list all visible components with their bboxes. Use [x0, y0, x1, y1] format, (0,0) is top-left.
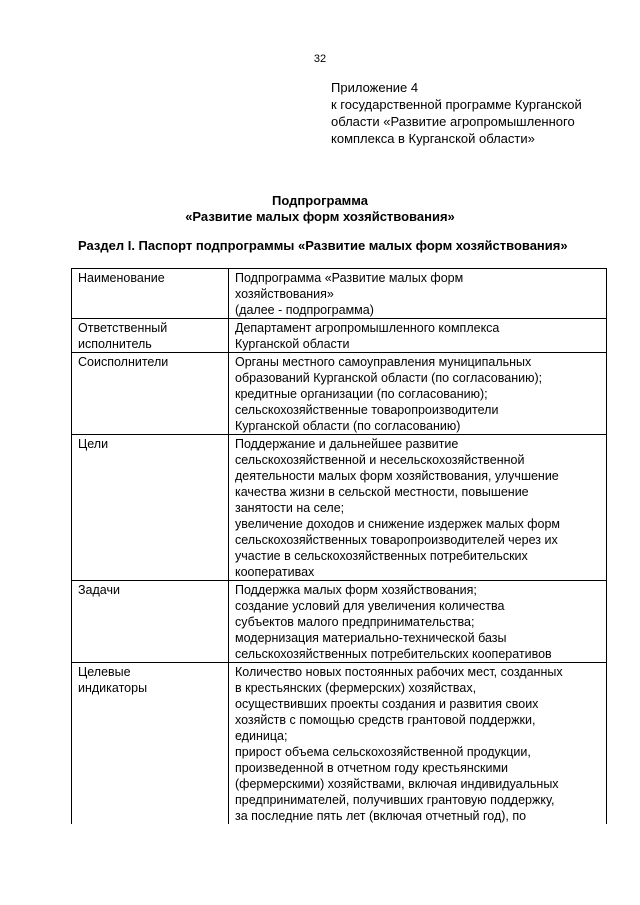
row-value-line: произведенной в отчетном году крестьянскими [235, 761, 509, 775]
row-value-line: субъектов малого предпринимательства; [235, 615, 475, 629]
appendix-note [331, 79, 621, 147]
row-value-line: участие в сельскохозяйственных потребительских [235, 549, 528, 563]
row-value-line: (далее - подпрограмма) [235, 303, 374, 317]
table-row [72, 269, 607, 319]
row-value-line: Органы местного самоуправления муниципальных [235, 355, 532, 369]
table-row [72, 353, 607, 435]
row-label: Цели [78, 437, 109, 451]
passport-table [71, 268, 607, 824]
row-value-line: кредитные организации (по согласованию); [235, 387, 488, 401]
row-label: Целевые [78, 665, 131, 679]
table-row [72, 319, 607, 353]
row-value-line: хозяйств с помощью средств грантовой поддержки, [235, 713, 536, 727]
row-value-cell [229, 353, 607, 435]
row-value-line: кооперативах [235, 565, 315, 579]
table-row [72, 663, 607, 825]
subprogram-label: Подпрограмма [272, 193, 368, 208]
row-value-line: образований Курганской области (по согласованию); [235, 371, 543, 385]
row-value-line: в крестьянских (фермерских) хозяйствах, [235, 681, 477, 695]
row-label-cell [72, 435, 229, 581]
row-value-line: Департамент агропромышленного комплекса [235, 321, 500, 335]
row-value-line: качества жизни в сельской местности, повышение [235, 485, 529, 499]
row-value-line: Поддержка малых форм хозяйствования; [235, 583, 477, 597]
row-value-line: Курганской области (по согласованию) [235, 419, 461, 433]
row-value-line: хозяйствования» [235, 287, 334, 301]
row-value-line: прирост объема сельскохозяйственной продукции, [235, 745, 531, 759]
row-label: индикаторы [78, 681, 148, 695]
row-value-line: за последние пять лет (включая отчетный год), по [235, 809, 527, 823]
row-value-line: увеличение доходов и снижение издержек малых форм [235, 517, 561, 531]
row-label-cell [72, 353, 229, 435]
row-value-line: сельскохозяйственных потребительских кооперативов [235, 647, 552, 661]
row-value-line: сельскохозяйственные товаропроизводители [235, 403, 499, 417]
row-value-cell [229, 663, 607, 825]
row-value-line: Количество новых постоянных рабочих мест, созданных [235, 665, 563, 679]
row-label: Соисполнители [78, 355, 169, 369]
row-label-cell [72, 581, 229, 663]
appendix-line: к государственной программе Курганской [331, 97, 582, 112]
row-value-line: Подпрограмма «Развитие малых форм [235, 271, 464, 285]
page-number: 32 [313, 53, 327, 65]
row-value-line: создание условий для увеличения количества [235, 599, 505, 613]
row-value-line: Поддержание и дальнейшее развитие [235, 437, 459, 451]
row-value-line: сельскохозяйственной и несельскохозяйственной [235, 453, 525, 467]
row-label: Задачи [78, 583, 120, 597]
row-value-line: осуществивших проекты создания и развития своих [235, 697, 539, 711]
row-value-line: (фермерскими) хозяйствами, включая индивидуальных [235, 777, 559, 791]
row-value-line: сельскохозяйственных товаропроизводителей через их [235, 533, 558, 547]
row-value-line: предпринимателей, получивших грантовую поддержку, [235, 793, 555, 807]
row-value-cell [229, 581, 607, 663]
appendix-line: комплекса в Курганской области» [331, 131, 535, 146]
row-value-line: модернизация материально-технической базы [235, 631, 507, 645]
row-value-line: Курганской области [235, 337, 350, 351]
row-label-cell [72, 319, 229, 353]
row-value-cell [229, 319, 607, 353]
subprogram-title: «Развитие малых форм хозяйствования» [185, 209, 455, 224]
row-label-cell [72, 663, 229, 825]
row-value-line: деятельности малых форм хозяйствования, улучшение [235, 469, 559, 483]
table-row [72, 581, 607, 663]
row-label: исполнитель [78, 337, 152, 351]
row-label: Наименование [78, 271, 165, 285]
row-value-line: занятости на селе; [235, 501, 345, 515]
row-value-cell [229, 269, 607, 319]
appendix-line: области «Развитие агропромышленного [331, 114, 575, 129]
row-value-cell [229, 435, 607, 581]
section-heading: Раздел I. Паспорт подпрограммы «Развитие малых форм хозяйствования» [78, 238, 568, 253]
row-value-line: единица; [235, 729, 288, 743]
row-label-cell [72, 269, 229, 319]
table-row [72, 435, 607, 581]
appendix-line: Приложение 4 [331, 80, 419, 95]
row-label: Ответственный [78, 321, 168, 335]
